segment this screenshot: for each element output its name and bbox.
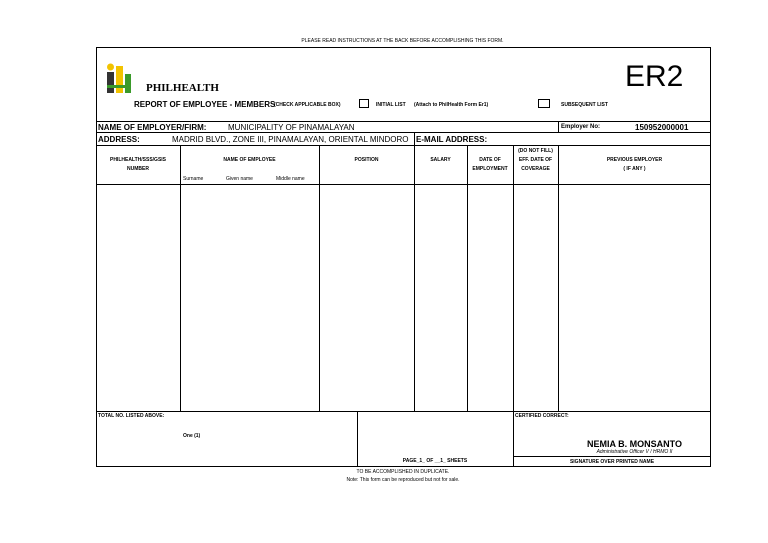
col-surname: Surname — [183, 176, 204, 182]
col-divider-2 — [319, 145, 320, 411]
col-divider-3 — [414, 145, 415, 411]
col-philhealth-line1: PHILHEALTH/SSS/GSIS — [109, 157, 167, 163]
footer-top — [96, 411, 711, 412]
initial-list-label: INITIAL LIST — [376, 102, 406, 108]
employer-no-label: Employer No: — [561, 124, 601, 130]
col-middle-name: Middle name — [276, 176, 305, 182]
philhealth-logo-icon — [106, 62, 132, 94]
employer-name-label: NAME OF EMPLOYER/FIRM: — [98, 123, 207, 132]
page-count: PAGE_1_ OF __1_ SHEETS — [402, 458, 468, 464]
col-name-header: NAME OF EMPLOYEE — [223, 157, 276, 163]
form-frame — [96, 47, 711, 467]
total-listed-label: TOTAL NO. LISTED ABOVE: — [98, 413, 165, 419]
brand-name: PHILHEALTH — [146, 82, 219, 94]
col-salary: SALARY — [430, 157, 451, 163]
col-date-line2: EMPLOYMENT — [472, 166, 508, 172]
check-note: (CHECK APPLICABLE BOX) — [274, 102, 341, 108]
col-divider-6 — [558, 145, 559, 411]
address-value: MADRID BLVD., ZONE III, PINAMALAYAN, ORIENTAL MINDORO — [172, 135, 409, 144]
col-eff-line1: (DO NOT FILL) — [518, 148, 553, 154]
certified-correct-label: CERTIFIED CORRECT: — [515, 413, 569, 419]
signature-caption: SIGNATURE OVER PRINTED NAME — [569, 459, 655, 465]
employer-name-value: MUNICIPALITY OF PINAMALAYAN — [228, 123, 355, 132]
columns-bottom — [96, 184, 711, 185]
email-label: E-MAIL ADDRESS: — [416, 135, 488, 144]
duplicate-note: TO BE ACCOMPLISHED IN DUPLICATE. — [356, 469, 450, 475]
col-divider-5 — [513, 145, 514, 411]
col-prev-line2: ( IF ANY ) — [623, 166, 646, 172]
col-eff-line3: COVERAGE — [521, 166, 550, 172]
col-given-name: Given name — [226, 176, 253, 182]
signatory-title: Administrative Officer V / HRMO II — [596, 449, 673, 455]
form-code: ER2 — [625, 60, 684, 93]
initial-list-checkbox[interactable] — [359, 99, 369, 108]
col-philhealth-line2: NUMBER — [127, 166, 149, 172]
form-title: REPORT OF EMPLOYEE - MEMBERS — [134, 100, 276, 109]
col-position: POSITION — [354, 157, 379, 163]
signatory-name: NEMIA B. MONSANTO — [586, 439, 682, 449]
initial-list-note: (Attach to PhilHealth Form Er1) — [414, 102, 489, 108]
sale-note: Note: This form can be reproduced but not for sale. — [346, 477, 460, 483]
employer-no-divider — [558, 121, 559, 132]
col-eff-line2: EFF. DATE OF — [518, 157, 553, 163]
subsequent-list-label: SUBSEQUENT LIST — [561, 102, 608, 108]
signature-line — [513, 456, 711, 457]
col-prev-line1: PREVIOUS EMPLOYER — [606, 157, 663, 163]
total-listed-value: One (1) — [183, 433, 201, 439]
subsequent-list-checkbox[interactable] — [538, 99, 550, 108]
col-date-line1: DATE OF — [479, 157, 501, 163]
email-divider — [414, 132, 415, 145]
columns-top — [96, 145, 711, 146]
col-divider-1 — [180, 145, 181, 411]
address-row-top — [96, 132, 711, 133]
address-label: ADDRESS: — [98, 135, 140, 144]
employer-no-value: 150952000001 — [635, 123, 689, 132]
instruction-text: PLEASE READ INSTRUCTIONS AT THE BACK BEFORE ACCOMPLISHING THIS FORM. — [301, 38, 504, 44]
employer-row-top — [96, 121, 711, 122]
col-divider-4 — [467, 145, 468, 411]
